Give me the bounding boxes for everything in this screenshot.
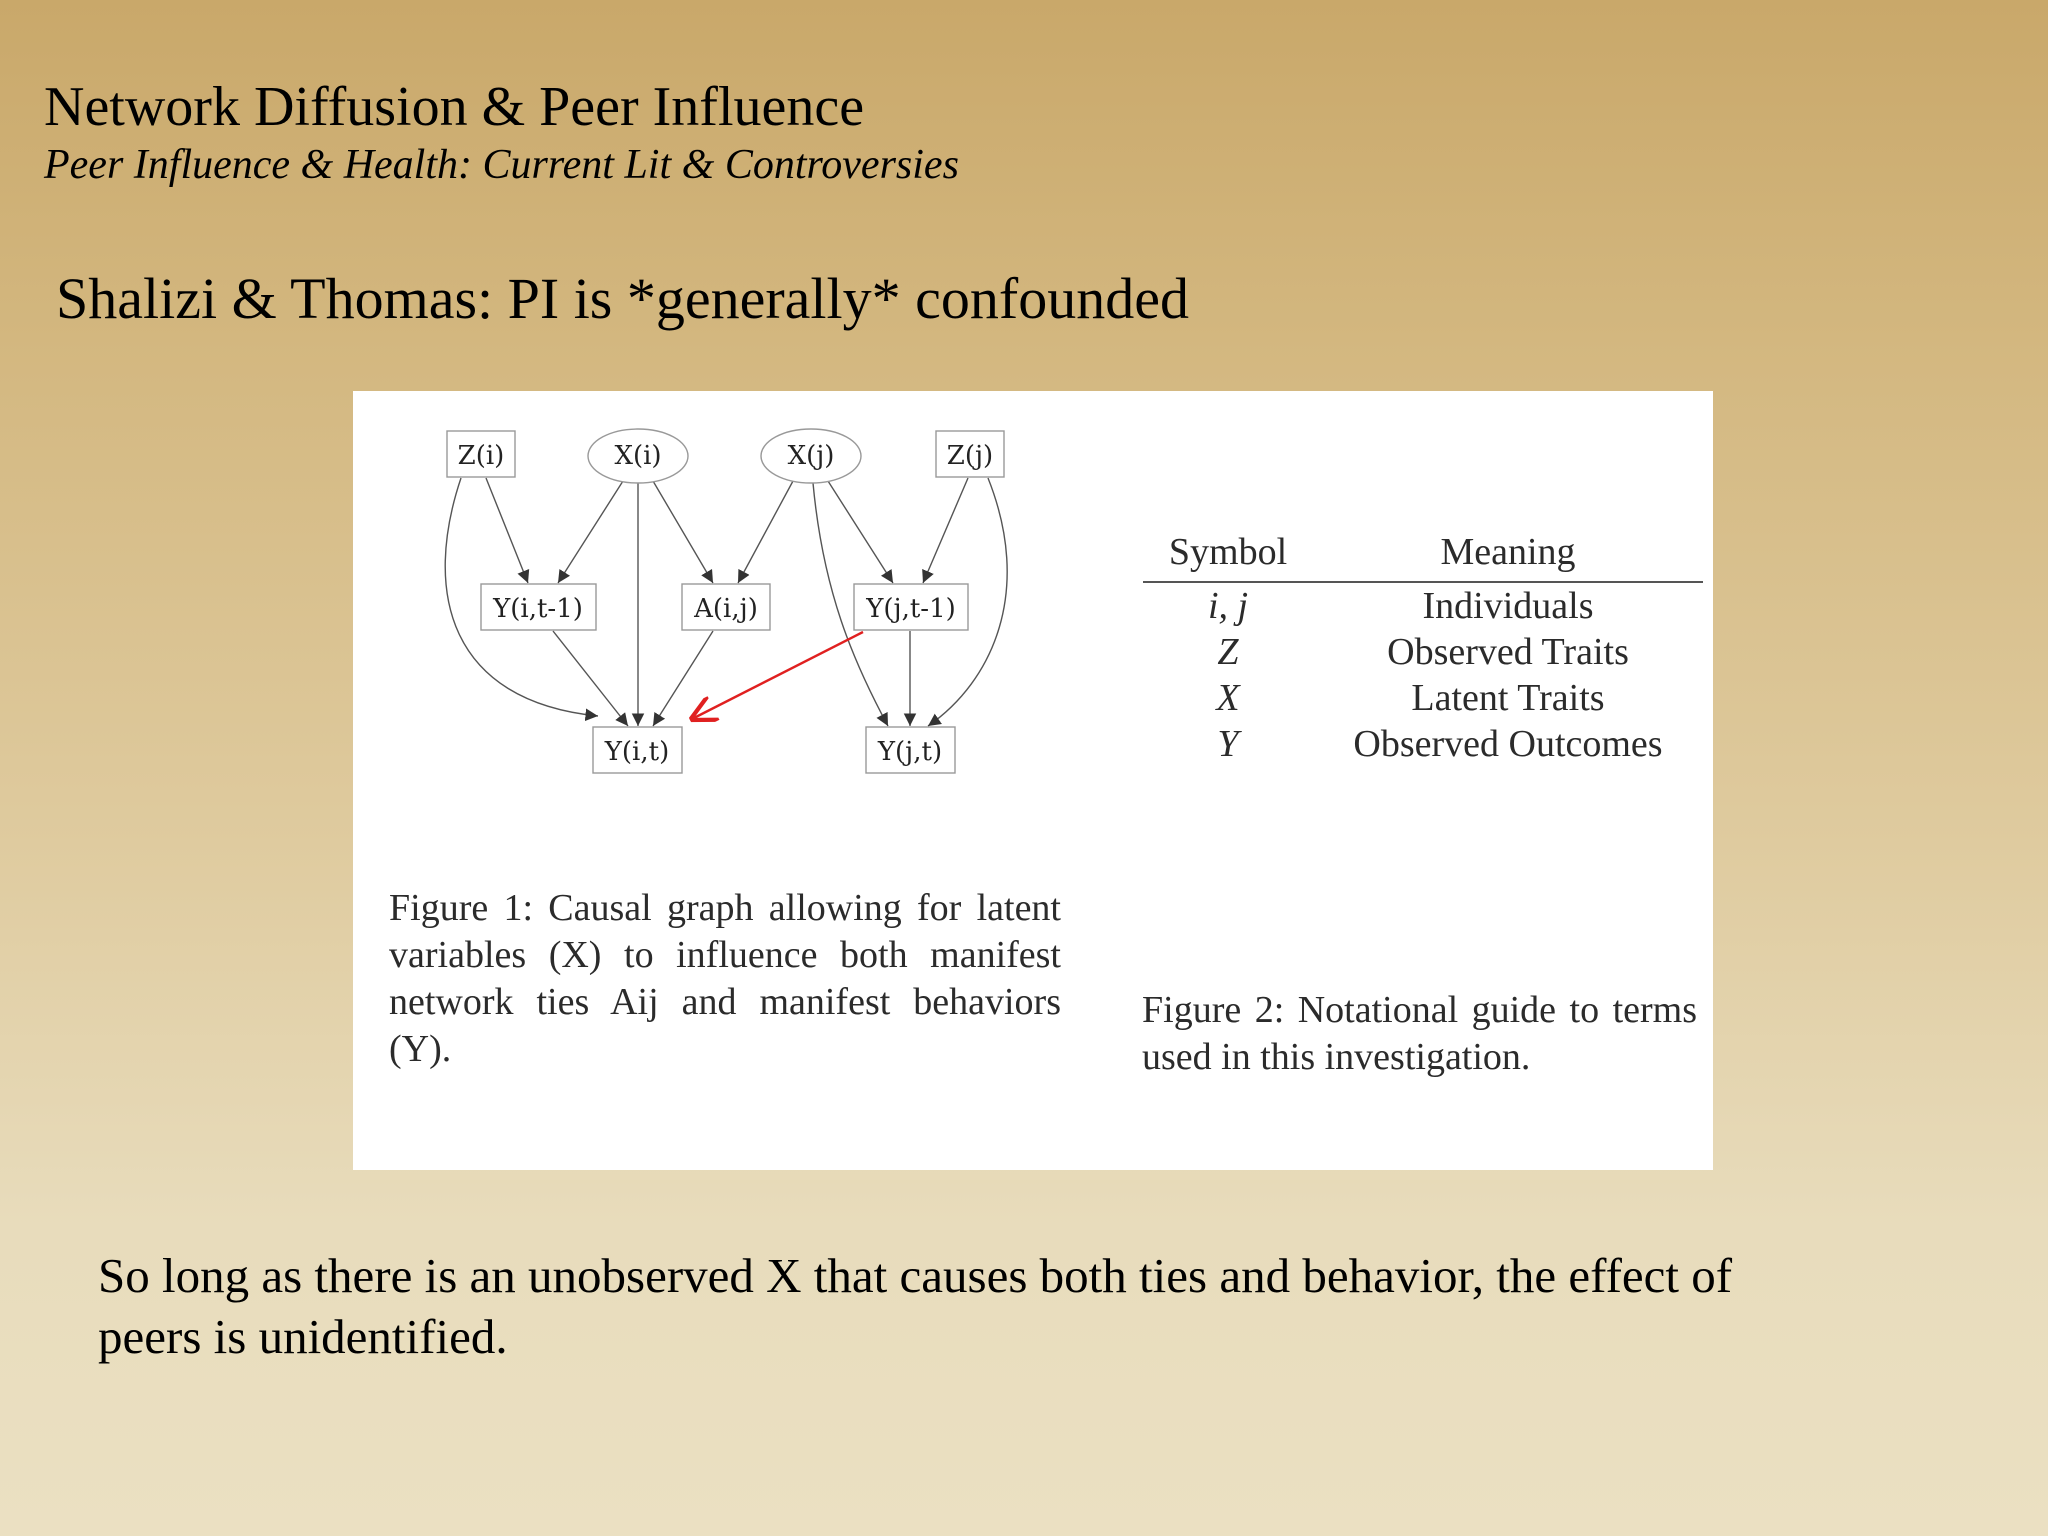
meaning-header: Meaning (1313, 529, 1703, 582)
meaning-cell: Individuals (1422, 585, 1594, 627)
symbol-cell: X (1216, 677, 1240, 719)
causal-graph (353, 391, 1073, 811)
edge-yjprev-yi-highlight (690, 632, 863, 720)
symbol-cell: Z (1217, 631, 1239, 673)
edge-zj-yjprev (923, 478, 968, 583)
symbol-header: Symbol (1143, 529, 1313, 582)
figure-panel (353, 391, 1713, 1170)
edge-zi-yiprev (486, 478, 528, 583)
edge-xj-yjprev (828, 481, 893, 583)
symbol-cell: Y (1217, 723, 1239, 765)
label-z-j: Z(j) (946, 441, 994, 471)
edge-xi-yiprev (558, 481, 623, 583)
label-y-j: Y(j,t) (877, 737, 943, 767)
slide-title: Network Diffusion & Peer Influence (44, 76, 865, 138)
edge-yiprev-yi (553, 631, 628, 726)
label-y-i-prev: Y(i,t-1) (493, 594, 583, 624)
label-a-ij: A(i,j) (694, 594, 758, 624)
edge-xi-aij (653, 481, 713, 583)
meaning-cell: Observed Traits (1387, 631, 1629, 673)
table-row (1143, 675, 1703, 721)
slide-subtitle: Peer Influence & Health: Current Lit & Controversies (44, 142, 959, 188)
notation-table (1143, 529, 1703, 767)
figure2-caption: Figure 2: Notational guide to terms used in this investigation. (1142, 989, 1697, 1078)
slide-heading: Shalizi & Thomas: PI is *generally* confounded (56, 266, 1189, 331)
figure1-caption: Figure 1: Causal graph allowing for latent variables (X) to influence both manifest network ties Aij and manifest behaviors (Y). (389, 887, 1061, 1070)
table-row (1143, 721, 1703, 767)
slide-body-text: So long as there is an unobserved X that causes both ties and behavior, the effect of peers is unidentified. (98, 1248, 1733, 1364)
label-y-i: Y(i,t) (604, 737, 670, 767)
label-x-j: X(j) (787, 441, 835, 471)
symbol-cell: i, j (1207, 585, 1249, 627)
table-row (1143, 629, 1703, 675)
label-x-i: X(i) (614, 441, 662, 471)
label-z-i: Z(i) (457, 441, 505, 471)
edge-xj-aij (738, 481, 793, 583)
meaning-cell: Latent Traits (1411, 677, 1605, 719)
graph-labels (458, 441, 994, 767)
table-row (1143, 582, 1703, 629)
label-y-j-prev: Y(j,t-1) (866, 594, 956, 624)
meaning-cell: Observed Outcomes (1353, 723, 1663, 765)
